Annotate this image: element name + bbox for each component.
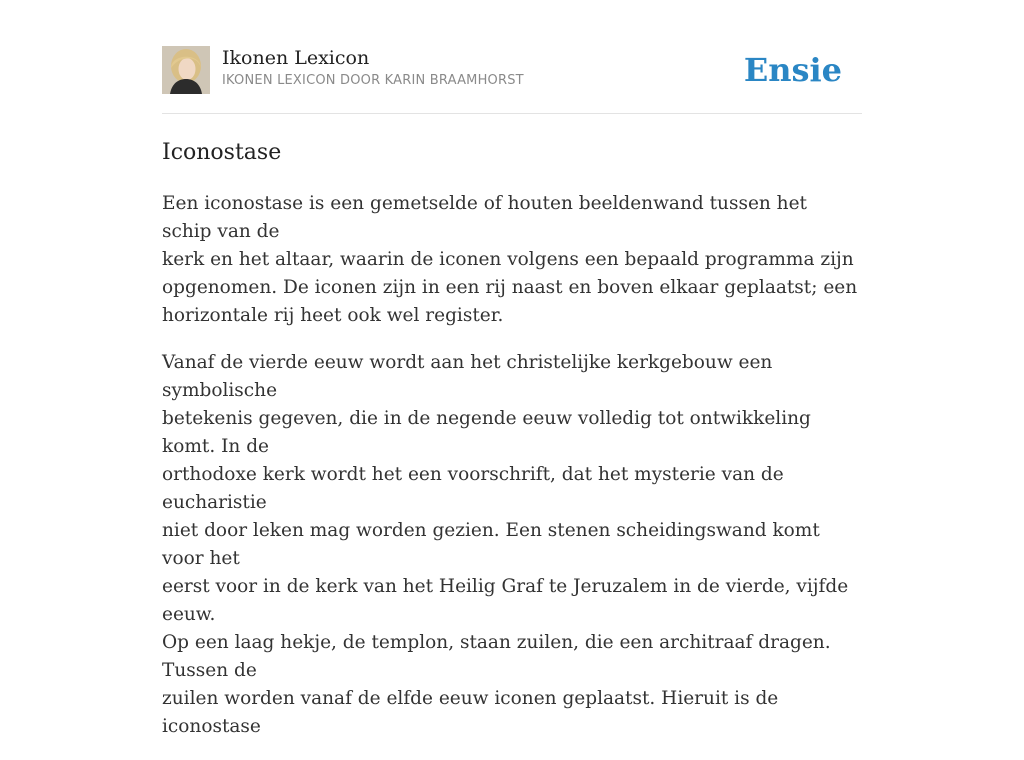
article-paragraph: Een iconostase is een gemetselde of houten beeldenwand tussen het schip van de kerk en het altaar, waarin de iconen volgens een bepaald programma zijn opgenomen. De iconen zijn in een rij naast en boven elkaar geplaatst; een horizontale rij heet ook wel register.	[162, 193, 858, 326]
author-avatar[interactable]	[162, 46, 210, 94]
brand-logo[interactable]: Ensie	[743, 51, 842, 89]
author-name[interactable]: Ikonen Lexicon	[222, 47, 370, 69]
avatar-portrait-icon	[162, 46, 210, 94]
author-info	[222, 46, 524, 90]
article-title: Iconostase	[162, 140, 282, 165]
article-paragraph: Vanaf de vierde eeuw wordt aan het christelijke kerkgebouw een symbolische betekenis gegeven, die in de negende eeuw volledig tot ontwikkeling komt. In de orthodoxe kerk wordt het een voorschrift, dat het mysterie van de eucharistie niet door leken mag worden gezien. Een stenen scheidingswand komt voor het eerst voor in de kerk van het Heilig Graf te Jeruzalem in de vierde, vijfde eeuw. Op een laag hekje, de templon, staan zuilen, die een architraaf dragen. Tussen de zuilen worden vanaf de elfde eeuw iconen geplaatst. Hieruit is de iconostase	[162, 352, 849, 737]
header-divider	[162, 113, 862, 114]
article-body	[162, 190, 862, 760]
header	[162, 46, 862, 96]
author-subtitle: IKONEN LEXICON DOOR KARIN BRAAMHORST	[222, 73, 524, 88]
